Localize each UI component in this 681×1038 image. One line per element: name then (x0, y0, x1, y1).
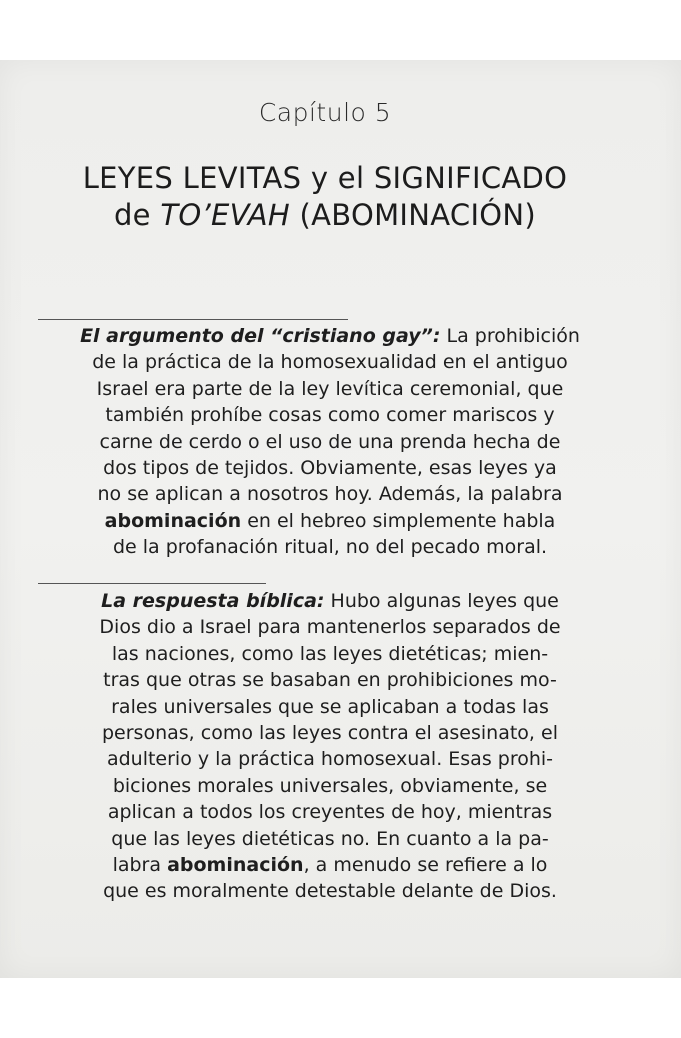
text-line: rales universales que se aplicaban a todas las (111, 695, 549, 718)
argument-lead: El argumento del “cristiano gay”: (80, 325, 441, 347)
text-line: también prohíbe cosas como comer mariscos y (105, 404, 555, 427)
text-fragment: , a menudo se refiere a lo (303, 854, 548, 877)
book-page (0, 60, 681, 978)
text-line: dos tipos de tejidos. Obviamente, esas leyes ya (103, 457, 557, 480)
text-line: personas, como las leyes contra el asesinato, el (102, 722, 558, 745)
text-line (80, 852, 580, 878)
text-line: adulterio y la práctica homosexual. Esas prohi- (106, 748, 554, 771)
text-line: carne de cerdo o el uso de una prenda hecha de (99, 430, 561, 453)
text-line: que es moralmente detestable delante de Dios. (103, 880, 557, 903)
section-divider (38, 583, 266, 584)
title-hebrew-term: TO’EVAH (160, 198, 291, 232)
text-fragment: La prohibición (440, 325, 580, 347)
chapter-title-line-1: LEYES LEVITAS y el SIGNIFICADO (82, 161, 568, 195)
text-line: Dios dio a Israel para mantenerlos separados de (99, 616, 561, 639)
response-paragraph (80, 588, 580, 905)
text-line: Israel era parte de la ley levítica ceremonial, que (96, 377, 564, 400)
title-suffix: (ABOMINACIÓN) (290, 198, 537, 232)
response-lead: La respuesta bíblica: (101, 590, 325, 612)
text-line: no se aplican a nosotros hoy. Además, la palabra (97, 483, 563, 506)
text-fragment: en el hebreo simplemente habla (241, 509, 556, 532)
text-line: de la práctica de la homosexualidad en el antiguo (92, 351, 568, 374)
bold-term: abominación (104, 509, 242, 532)
text-line (80, 508, 580, 534)
text-line: que las leyes dietéticas no. En cuanto a la pa- (111, 827, 549, 850)
text-fragment: Hubo algunas leyes que (324, 590, 559, 612)
bold-term: abominación (167, 854, 304, 877)
title-prefix: de (113, 198, 161, 232)
text-line (80, 323, 580, 349)
text-line: tras que otras se basaban en prohibiciones mo- (103, 669, 557, 692)
argument-paragraph (80, 323, 580, 561)
chapter-title-line-2 (0, 197, 650, 234)
text-line: de la profanación ritual, no del pecado moral. (112, 536, 548, 559)
section-divider (38, 319, 348, 320)
chapter-title (0, 160, 650, 234)
text-line: las naciones, como las leyes dietéticas; mien- (111, 642, 549, 665)
text-line: aplican a todos los creyentes de hoy, mientras (107, 801, 553, 824)
text-line (80, 588, 580, 614)
text-line: biciones morales universales, obviamente, se (112, 774, 548, 797)
chapter-number: Capítulo 5 (258, 98, 392, 127)
text-fragment: labra (112, 854, 168, 877)
